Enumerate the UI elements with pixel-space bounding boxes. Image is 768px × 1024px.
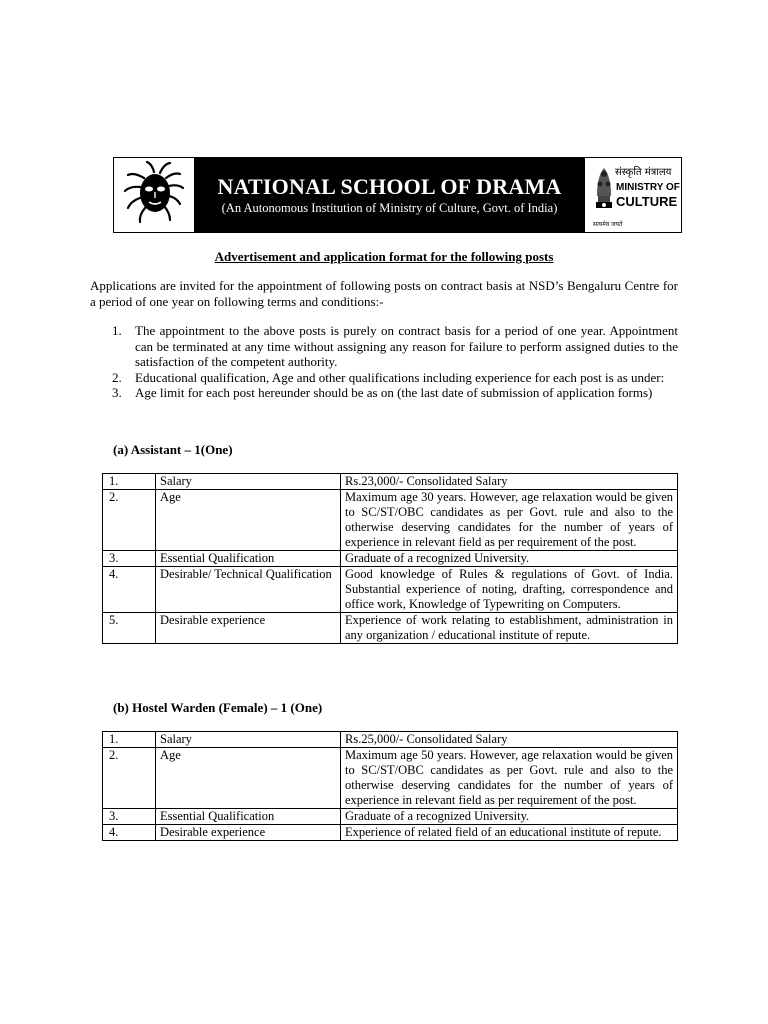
row-value: Maximum age 30 years. However, age relaxation would be given to SC/ST/OBC candidates as per Govt. rule and also to the otherwise deserving candidates for the number of years of experience in relevant field as per requirement of the post. bbox=[341, 490, 678, 551]
term-text: The appointment to the above posts is purely on contract basis for a period of one year. Appointment can be terminated at any time without assigning any reason for failure to perform assigned duties to the satisfaction of the competent authority. bbox=[135, 323, 678, 369]
row-number: 2. bbox=[103, 490, 156, 551]
row-value: Experience of related field of an educational institute of repute. bbox=[341, 825, 678, 841]
term-text: Educational qualification, Age and other qualifications including experience for each post is as under: bbox=[135, 369, 665, 385]
row-value: Maximum age 50 years. However, age relaxation would be given to SC/ST/OBC candidates as per Govt. rule and also to the otherwise deserving candidates for the number of years of experience in relevant field as per requirement of the post. bbox=[341, 748, 678, 809]
table-row bbox=[103, 748, 678, 809]
row-label: Salary bbox=[156, 474, 341, 490]
row-number: 1. bbox=[103, 474, 156, 490]
term-number: 2. bbox=[112, 369, 122, 385]
table-row bbox=[103, 567, 678, 613]
row-number: 2. bbox=[103, 748, 156, 809]
row-value: Good knowledge of Rules & regulations of Govt. of India. Substantial experience of noting, drafting, correspondence and office work, Knowledge of Typewriting on Computers. bbox=[341, 567, 678, 613]
row-label: Desirable/ Technical Qualification bbox=[156, 567, 341, 613]
row-label: Salary bbox=[156, 732, 341, 748]
row-value: Rs.25,000/- Consolidated Salary bbox=[341, 732, 678, 748]
row-label: Age bbox=[156, 490, 341, 551]
row-number: 1. bbox=[103, 732, 156, 748]
table-row bbox=[103, 551, 678, 567]
section-a-heading: (a) Assistant – 1(One) bbox=[113, 442, 233, 457]
table-row bbox=[103, 732, 678, 748]
row-number: 4. bbox=[103, 825, 156, 841]
row-value: Graduate of a recognized University. bbox=[341, 551, 678, 567]
section-a-table bbox=[102, 473, 678, 644]
row-number: 4. bbox=[103, 567, 156, 613]
ministry-line-2: CULTURE bbox=[616, 194, 678, 209]
row-number: 3. bbox=[103, 809, 156, 825]
row-number: 3. bbox=[103, 551, 156, 567]
section-b-heading: (b) Hostel Warden (Female) – 1 (One) bbox=[113, 700, 323, 715]
institution-name-block bbox=[194, 158, 585, 232]
institution-title: NATIONAL SCHOOL OF DRAMA bbox=[217, 174, 562, 199]
institution-subtitle: (An Autonomous Institution of Ministry of Culture, Govt. of India) bbox=[221, 201, 558, 215]
table-row bbox=[103, 474, 678, 490]
national-emblem-icon bbox=[593, 162, 615, 221]
table-row bbox=[103, 613, 678, 644]
row-value: Experience of work relating to establishment, administration in any organization / educational institute of repute. bbox=[341, 613, 678, 644]
row-label: Age bbox=[156, 748, 341, 809]
row-label: Essential Qualification bbox=[156, 551, 341, 567]
nsd-mask-logo-icon bbox=[114, 158, 194, 232]
table-row bbox=[103, 809, 678, 825]
letterhead-banner bbox=[113, 157, 682, 233]
ministry-logo-block bbox=[585, 158, 681, 232]
row-label: Desirable experience bbox=[156, 825, 341, 841]
row-value: Rs.23,000/- Consolidated Salary bbox=[341, 474, 678, 490]
term-number: 1. bbox=[112, 323, 122, 338]
term-item bbox=[112, 370, 678, 386]
term-text: Age limit for each post hereunder should be as on (the last date of submission of application forms) bbox=[135, 385, 653, 400]
row-label: Desirable experience bbox=[156, 613, 341, 644]
row-value: Graduate of a recognized University. bbox=[341, 809, 678, 825]
section-b-table bbox=[102, 731, 678, 841]
emblem-motto: सत्यमेव जयते bbox=[593, 221, 623, 228]
ministry-line-1: MINISTRY OF bbox=[616, 182, 680, 193]
term-item bbox=[112, 385, 678, 401]
term-number: 3. bbox=[112, 385, 122, 400]
table-row bbox=[103, 825, 678, 841]
ministry-hindi-text: संस्कृति मंत्रालय bbox=[615, 167, 672, 178]
intro-paragraph: Applications are invited for the appointment of following posts on contract basis at NSD’s Bengaluru Centre for a period of one year on following terms and conditions:- bbox=[90, 278, 678, 309]
term-item bbox=[112, 323, 678, 370]
table-row bbox=[103, 490, 678, 551]
advertisement-title: Advertisement and application format for the following posts bbox=[214, 249, 554, 264]
row-number: 5. bbox=[103, 613, 156, 644]
row-label: Essential Qualification bbox=[156, 809, 341, 825]
terms-list bbox=[112, 323, 678, 401]
